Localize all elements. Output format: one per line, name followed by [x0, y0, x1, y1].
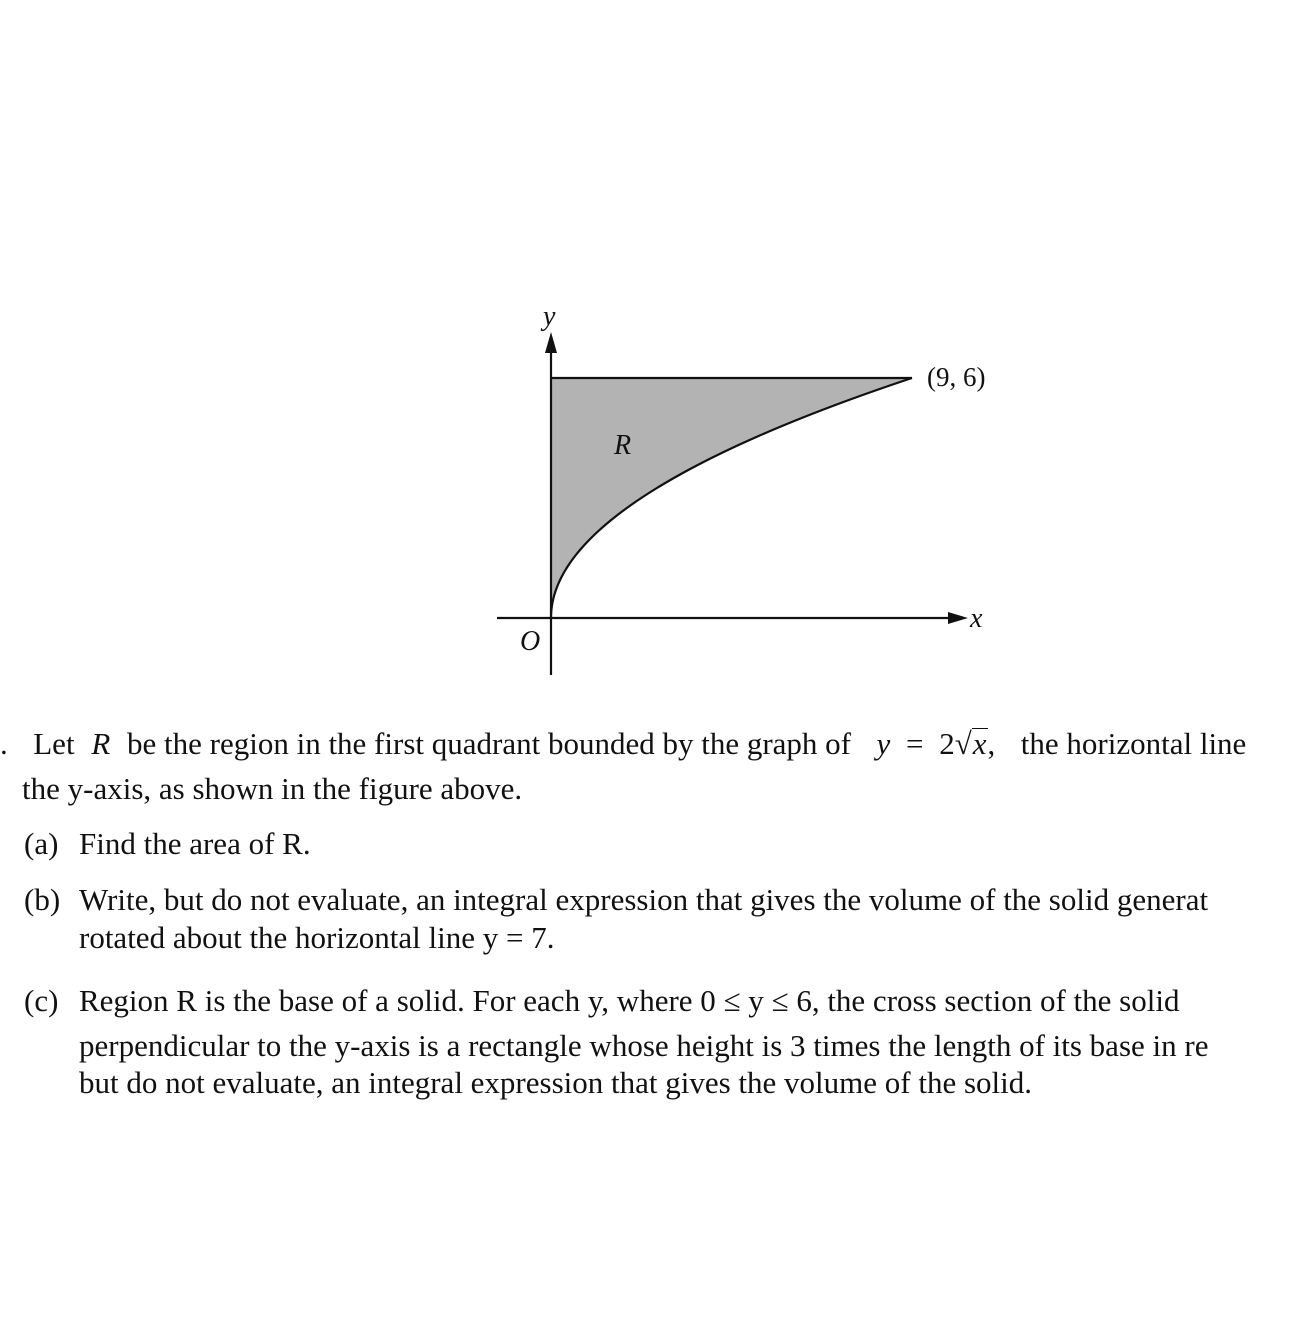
- part-c-label: (c): [24, 983, 59, 1018]
- y-axis-label: y: [543, 301, 556, 332]
- intro-var-r: R: [91, 726, 111, 761]
- origin-label: O: [520, 626, 541, 657]
- point-label: (9, 6): [927, 362, 986, 392]
- intro-text-horizontal: the horizontal line: [1020, 726, 1247, 761]
- part-b-line-1: Write, but do not evaluate, an integral expression that gives the volume of the solid generat: [79, 882, 1209, 917]
- x-axis-arrow-icon: [948, 612, 968, 624]
- eq-comma: ,: [987, 726, 996, 761]
- problem-intro-line-1: [0, 722, 1246, 766]
- y-axis-arrow-icon: [545, 332, 557, 353]
- part-b-line-2: rotated about the horizontal line y = 7.: [79, 920, 555, 955]
- x-axis-label: x: [970, 603, 983, 634]
- sqrt-radicand: x: [972, 726, 987, 761]
- eq-coef: 2: [939, 726, 955, 761]
- eq-y: y: [876, 726, 891, 761]
- region-label: R: [614, 430, 632, 461]
- intro-text-let: Let: [33, 726, 75, 761]
- problem-intro-line-2: [22, 767, 522, 811]
- part-c-line-2: perpendicular to the y-axis is a rectangle whose height is 3 times the length of its base in re: [79, 1028, 1209, 1063]
- sqrt-sign-icon: √: [954, 726, 972, 761]
- part-a-label: (a): [24, 826, 59, 861]
- intro-text-line-2: the y-axis, as shown in the figure above.: [22, 771, 523, 806]
- part-c-line-3: but do not evaluate, an integral expression that gives the volume of the solid.: [79, 1065, 1033, 1100]
- intro-text-region: be the region in the first quadrant bounded by the graph of: [127, 726, 851, 761]
- problem-number-mark: .: [0, 726, 8, 761]
- region-r-shading: [551, 378, 912, 618]
- eq-sign: =: [906, 726, 924, 761]
- part-c-line-1: Region R is the base of a solid. For each y, where 0 ≤ y ≤ 6, the cross section of the solid: [79, 983, 1180, 1018]
- part-a-line-1: Find the area of R.: [79, 826, 311, 861]
- part-b-label: (b): [24, 882, 61, 917]
- sqrt-expression: [955, 722, 988, 766]
